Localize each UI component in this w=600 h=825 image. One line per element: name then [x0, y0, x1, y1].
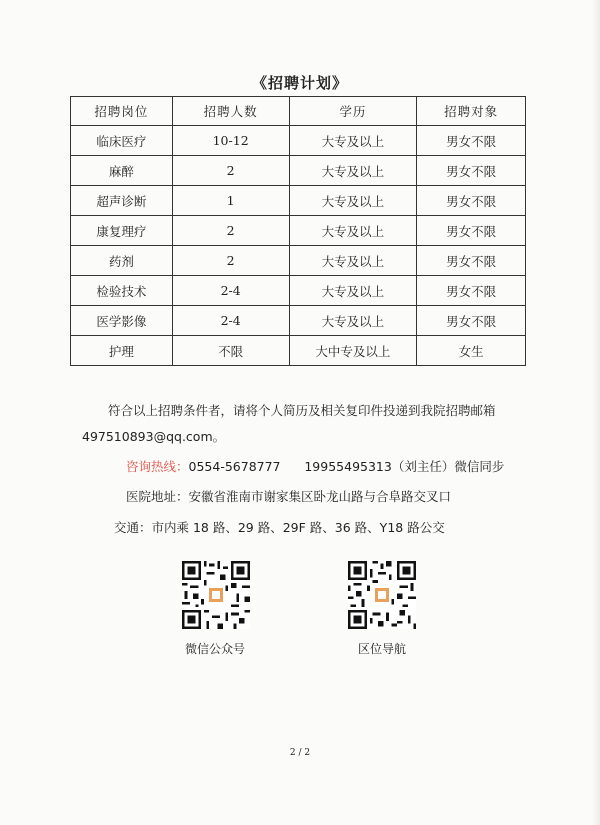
cell-education: 大专及以上: [289, 156, 417, 186]
table-row: [71, 126, 526, 156]
qr-code-icon: [348, 561, 416, 629]
cell-count: 1: [172, 186, 289, 216]
cell-education: 大专及以上: [289, 306, 417, 336]
cell-target: 男女不限: [417, 186, 526, 216]
qr-caption-navigation: 区位导航: [357, 642, 406, 656]
cell-position: 检验技术: [71, 276, 173, 306]
recruitment-email: 497510893@qq.com。: [82, 429, 226, 444]
qr-code-icon: [182, 561, 250, 629]
cell-count: 2: [172, 216, 289, 246]
table-row: [71, 246, 526, 276]
page-title: 《招聘计划》: [251, 74, 348, 92]
cell-count: 2: [172, 246, 289, 276]
table-row: [71, 306, 526, 336]
hotline-label: 咨询热线：: [126, 459, 189, 474]
cell-target: 男女不限: [417, 246, 526, 276]
cell-count: 2: [172, 156, 289, 186]
cell-target: 男女不限: [417, 156, 526, 186]
table-row: [71, 186, 526, 216]
table-row: [71, 276, 526, 306]
page-edge: [592, 0, 600, 825]
cell-position: 麻醉: [71, 156, 173, 186]
cell-education: 大专及以上: [289, 276, 417, 306]
cell-position: 护理: [71, 336, 173, 366]
cell-education: 大中专及以上: [289, 336, 417, 366]
header-position: 招聘岗位: [71, 97, 173, 126]
hotline-line: [126, 458, 576, 476]
cell-target: 男女不限: [417, 126, 526, 156]
cell-position: 康复理疗: [71, 216, 173, 246]
application-instructions: 符合以上招聘条件者，请将个人简历及相关复印件投递到我院招聘邮箱: [108, 403, 496, 418]
header-count: 招聘人数: [172, 97, 289, 126]
header-education: 学历: [289, 97, 417, 126]
cell-count: 10-12: [172, 126, 289, 156]
cell-count: 2-4: [172, 276, 289, 306]
header-target: 招聘对象: [417, 97, 526, 126]
cell-education: 大专及以上: [289, 126, 417, 156]
cell-target: 男女不限: [417, 216, 526, 246]
hotline-numbers: 0554-5678777 19955495313（刘主任）微信同步: [188, 459, 505, 474]
cell-target: 女生: [417, 336, 526, 366]
cell-count: 不限: [172, 336, 289, 366]
cell-position: 药剂: [71, 246, 173, 276]
cell-target: 男女不限: [417, 306, 526, 336]
cell-target: 男女不限: [417, 276, 526, 306]
cell-education: 大专及以上: [289, 246, 417, 276]
cell-count: 2-4: [172, 306, 289, 336]
page-number: 2 / 2: [289, 748, 311, 758]
cell-position: 临床医疗: [71, 126, 173, 156]
cell-education: 大专及以上: [289, 186, 417, 216]
hospital-address: 医院地址：安徽省淮南市谢家集区卧龙山路与合阜路交叉口: [126, 489, 452, 504]
recruitment-table: [70, 96, 526, 366]
table-row: [71, 156, 526, 186]
table-row: [71, 336, 526, 366]
cell-education: 大专及以上: [289, 216, 417, 246]
cell-position: 医学影像: [71, 306, 173, 336]
table-row: [71, 216, 526, 246]
cell-position: 超声诊断: [71, 186, 173, 216]
traffic-info: 交通：市内乘 18 路、29 路、29F 路、36 路、Y18 路公交: [114, 520, 445, 535]
table-header-row: [71, 97, 526, 126]
qr-caption-wechat: 微信公众号: [184, 642, 245, 656]
